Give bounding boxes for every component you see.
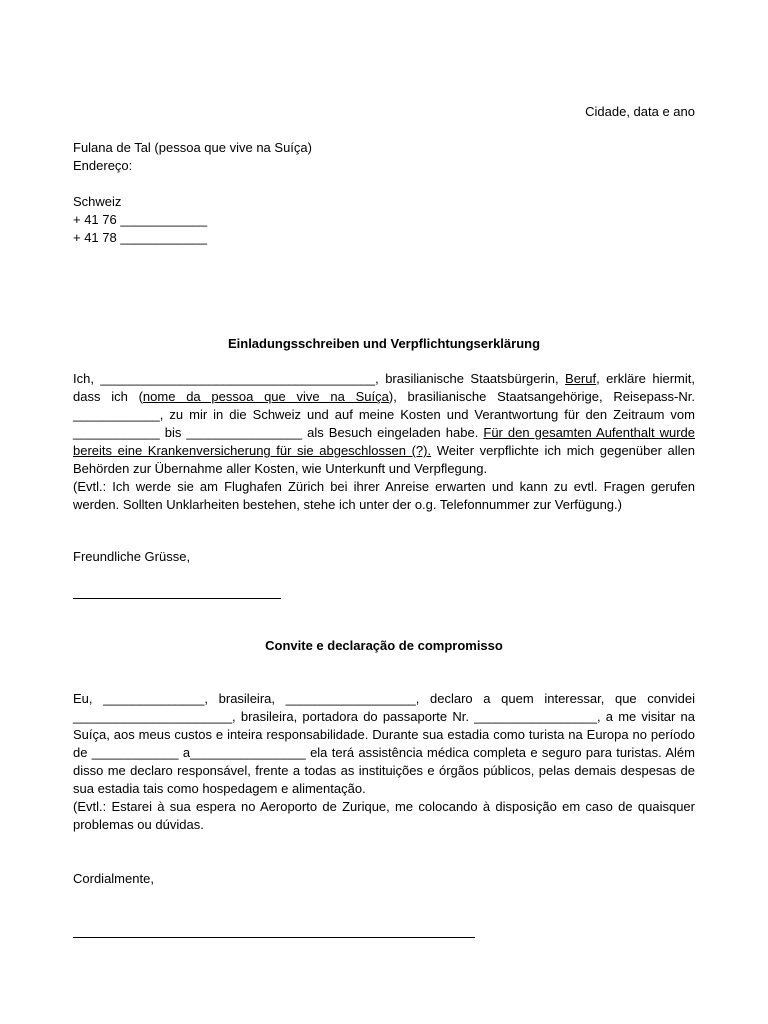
sender-country: Schweiz xyxy=(73,194,122,209)
german-title: Einladungsschreiben und Verpflichtungserklärung xyxy=(227,336,541,351)
beruf-placeholder: Beruf xyxy=(565,371,597,386)
insurance-note: Für den gesamten Aufenthalt wurde bereits eine Krankenversicherung für sie abgeschlossen (?). xyxy=(73,425,695,458)
portuguese-paragraph-2: (Evtl.: Estarei à sua espera no Aeroporto de Zurique, me colocando à disposição em caso de quaisquer problemas ou dúvidas. xyxy=(73,799,695,832)
invitee-name-placeholder: nome da pessoa que vive na Suíça xyxy=(142,389,389,404)
german-closing: Freundliche Grüsse, xyxy=(73,549,191,564)
german-text-2: , erkläre hiermit, dass ich ( xyxy=(73,371,695,404)
sender-name: Fulana de Tal (pessoa que vive na Suíça) xyxy=(73,140,312,155)
sender-phone-1: + 41 76 ____________ xyxy=(73,212,208,227)
portuguese-paragraph-1: Eu, ______________, brasileira, __________________, declaro a quem interessar, que convidei ______________________, brasileira, portadora do passaporte Nr. _________________, a me visitar na Suíça, aos meus custos e inteira responsabilidade. Durante sua estadia como turista na Europa no período de ____________ a________________ ela terá assistência médica completa e seguro para turistas. Além disso me declaro responsável, frente a todas as instituições e órgãos públicos, pelas demais despesas de sua estadia tais como hospedagem e alimentação. xyxy=(73,691,695,796)
portuguese-body xyxy=(73,690,695,834)
signature-line-german xyxy=(73,598,281,599)
place-date: Cidade, data e ano xyxy=(585,104,695,119)
portuguese-title: Convite e declaração de compromisso xyxy=(265,638,503,653)
signature-line-portuguese xyxy=(73,937,475,938)
german-text-4: Weiter verpflichte ich mich gegenüber allen Behörden zur Übernahme aller Kosten, wie Unterkunft und Verpflegung. xyxy=(73,443,695,476)
german-text-3: ), brasilianische Staatsangehörige, Reisepass-Nr. ____________, zu mir in die Schweiz und auf meine Kosten und Verantwortung für den Zeitraum vom ____________ bis ________________ als Besuch eingeladen habe. xyxy=(73,389,695,440)
sender-block xyxy=(73,139,695,247)
spacer xyxy=(73,175,695,193)
german-paragraph-2: (Evtl.: Ich werde sie am Flughafen Zürich bei ihrer Anreise erwarten und kann zu evtl. Fragen gerufen werden. Sollten Unklarheiten bestehen, stehe ich unter der o.g. Telefonnummer zur Verfügung.) xyxy=(73,479,695,512)
portuguese-closing: Cordialmente, xyxy=(73,871,154,886)
german-paragraph-1 xyxy=(73,370,695,478)
german-body xyxy=(73,370,695,514)
sender-address-label: Endereço: xyxy=(73,158,133,173)
german-text-1: Ich, ______________________________________, brasilianische Staatsbürgerin, xyxy=(73,371,566,386)
sender-phone-2: + 41 78 ____________ xyxy=(73,230,208,245)
